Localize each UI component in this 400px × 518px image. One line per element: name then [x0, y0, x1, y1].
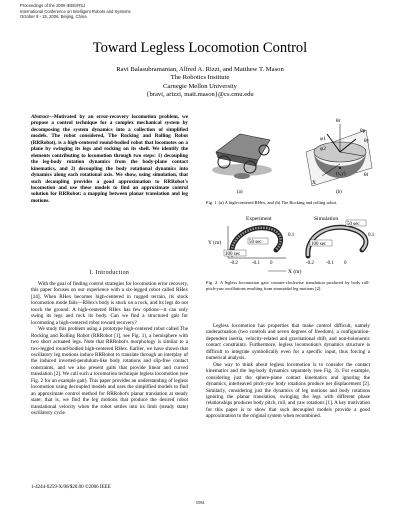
rrrobot-diagram [306, 118, 372, 186]
right-paragraph-2: One way to think about legless locomotion is to consider the contact kinematics and the leg-body dynamics separately (see Fig. 3). For example, considering just the sphere-plane contact kinematics and ignoring the dynamics, interleaved pitch-yaw body rotations produce net displacement [2]. Similarly, considering just the dynamics of leg motions and body rotations ignoring the planar translation, swinging the legs with different phase relationships produces body pitch, roll, and yaw rotations [1]. A key motivation for this paper is to show that such decoupled models provide a good approximation to the original system when recombined. [206, 361, 370, 420]
author-affiliation: The Robotics Institute [170, 74, 230, 82]
section-heading-introduction: I. Introduction [89, 270, 130, 276]
fig2-annot-100sec-sim: 100 sec [311, 242, 327, 247]
header-line-2: International Conference on Intelligent Robots and Systems [20, 8, 131, 14]
author-names: Ravi Balasubramanian, Alfred A. Rizzi, and Matthew T. Mason [116, 66, 284, 73]
label-phi1: φ1 [320, 136, 326, 142]
label-x-axis: X [312, 180, 316, 186]
label-phi2: φ2 [320, 146, 326, 152]
header-line-3: October 9 - 15, 2006, Beijing, China [20, 14, 87, 20]
author-university: Carnegie Mellon University [163, 82, 237, 90]
abstract-label: Abstract [31, 114, 49, 120]
fig2-xtick-3-sim: 0 [344, 261, 347, 266]
rhex-photo [208, 116, 276, 180]
fig2-xtick-1-sim: -0.2 [306, 261, 314, 266]
fig2-caption: Fig. 2. A legless locomotion gait: counter-clockwise translation produced by body roll-pitch-yaw oscillations resulting from sinusoidal leg motions [2]. [206, 280, 370, 291]
intro-paragraph-1: With the goal of finding control strategies for locomotion error recovery, this paper focuses on our experience with a six-legged robot called RHex [14]. When RHex becomes high-centered in rugged terrain, its stock locomotion mode fails—RHex's body is stuck on a rock, and its legs do not touch the ground. A high-centered RHex has few options—it can only swing its legs and rock its body. Can we find a structured gait for locomoting a high-centered robot toward recovery? [31, 281, 188, 326]
fig2-annot-50sec-exp: 50 sec [249, 240, 262, 245]
copyright-notice: 1-4244-0259-X/06/$20.00 ©2006 IEEE [31, 485, 111, 490]
intro-paragraph-2: We study this problem using a prototype high-centered robot called The Rocking and Rolling Robot (RRRobot [1], see Fig. 1), a hemisphere with two short actuated legs. Note that RRRobot's morphology is similar to a two-legged round-bodied high-centered RHex. Earlier, we have shown that oscillatory leg motions induce RRRobot to translate through an interplay of the induced inverted-pendulum-like body rotations and slip-free contact constraints, and we also present gaits that provide linear and curved translation [2]. We call such a locomotion technique legless locomotion (see Fig. 2 for an example gait). This paper provides an understanding of legless locomotion using decoupled models and uses the simplified models to find an approximate control method for RRRobot's planar translation at steady state; that is, we find the leg motions that produce the desired robot translational velocity when the robot settles into its limit (steady state) oscillatory cycle. [31, 326, 188, 417]
fig2-xtick-2-exp: -0.1 [252, 261, 260, 266]
abstract [31, 114, 188, 204]
figure-2 [206, 214, 376, 276]
introduction-body [31, 281, 188, 417]
fig2-ytick-exp: 0.1 [288, 233, 295, 238]
label-theta-r: θr [336, 118, 341, 124]
fig2-annot-100sec-exp: 100 sec [225, 252, 241, 257]
fig2-ytick-sim: 0.1 [368, 233, 375, 238]
fig2-panel1-title: Experiment [246, 216, 272, 222]
right-paragraph-1: Legless locomotion has properties that make control difficult, namely underactuation (two controls and seven degrees of freedom), a configuration-dependent inertia, velocity-related and gravitational drift, and non-holonomic contact constraints. Furthermore, legless locomotion's dynamics structure is difficult to integrate symbolically even for a specific input, thus forcing a numerical analysis. [206, 323, 370, 362]
label-theta-l: θl [364, 172, 369, 178]
abstract-text: —Motivated by an error-recovery locomotion problem, we propose a control technique for a complex mechanical system by decomposing the system dynamics into a collection of simplified models. The robot considered, The Rocking and Rolling Robot (RRRobot), is a high-centered round-bodied robot that locomotes on a plane by swinging its legs and rocking on its shell. We identify the elements contributing to locomotion through two steps: 1) decoupling the leg-body rotation dynamics from the body-plane contact kinematics, and 2) decoupling the body rotational dynamics into dynamics along each rotational axis. We show, using simulation, that such decoupling provides a good approximation to RRRobot's locomotion and use these models to find an approximate control solution for RRRobot: a mapping between planar translation and leg motions. [31, 114, 188, 204]
author-block [0, 66, 400, 100]
fig2-xtick-1-exp: -0.2 [230, 261, 238, 266]
fig2-y-label: Y (m) [208, 240, 222, 246]
label-theta-p: θp [360, 128, 366, 134]
label-xy: (x,y) [336, 172, 346, 177]
author-email: {bravi, arizzi, matt.mason}@cs.cmu.edu [146, 91, 254, 99]
fig2-xtick-2-sim: -0.1 [326, 261, 334, 266]
fig2-x-label: X (m) [288, 269, 302, 275]
label-theta-y: θy [364, 138, 370, 144]
header-line-1: Proceedings of the 2006 IEEE/RSJ [20, 3, 86, 8]
paper-title: Toward Legless Locomotion Control [92, 40, 308, 56]
fig2-xtick-3-exp: 0 [270, 261, 273, 266]
proceedings-header [20, 3, 131, 20]
right-column-body [206, 323, 370, 420]
fig1-label-b: (b) [336, 190, 342, 195]
fig2-annot-50sec-sim: 50 sec [347, 222, 360, 227]
fig2-panel2-title: Simulation [314, 216, 339, 222]
page-number: 5594 [195, 500, 205, 505]
fig1-caption: Fig. 1. (a) A high-centered RHex, and (b) The Rocking and rolling robot. [206, 200, 338, 205]
fig1-label-a: (a) [237, 190, 243, 195]
figure-1 [206, 112, 376, 196]
